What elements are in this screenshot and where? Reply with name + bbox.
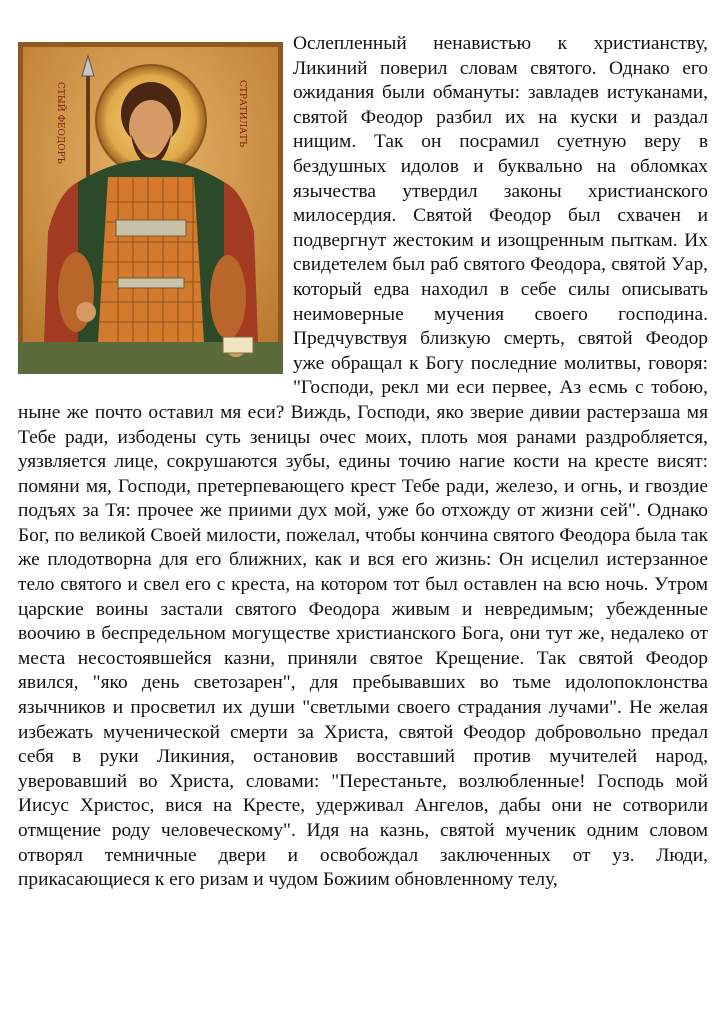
text-line: беспредельном могуществе христианского Бога, они тут же, недалеко от bbox=[101, 623, 708, 645]
text-line: куски и раздал нищим. Так он посрамил bbox=[293, 106, 708, 153]
text-line: суетную веру в бездушных идолов и bbox=[293, 131, 708, 177]
text-line: его ожидания были обмануты: завладев bbox=[293, 57, 708, 104]
text-line: святой Феодор добровольно предал себя в руки Ликиния, остановив bbox=[18, 721, 708, 768]
text-line: висят: помяни мя, Господи, претерпевающего крест Тебе ради, железо, и bbox=[18, 451, 708, 497]
text-line: истуканами, святой Феодор разбил их на bbox=[293, 82, 708, 128]
text-line: Кресте, удерживал Ангелов, дабы они не сотворили отмщение роду bbox=[18, 795, 708, 841]
document-page bbox=[18, 32, 708, 893]
text-line: уязвляется лице, сокрушаются зубы, едины точию нагие кости на кресте bbox=[18, 451, 649, 473]
text-line: прикасающиеся к его ризам и чудом Божиим обновленному телу, bbox=[18, 869, 558, 891]
text-line: свидетелем был раб святого Феодора, bbox=[293, 254, 607, 276]
text-line: "Перестаньте, возлюбленные! Господь мой Иисус Христос, вися на bbox=[18, 770, 708, 817]
icon-image bbox=[18, 42, 283, 374]
text-line: своего господина. Предчувствуя близкую bbox=[293, 303, 708, 350]
text-line: от жизни сей". Однако Бог, по великой Своей милости, пожелал, чтобы bbox=[18, 500, 708, 546]
text-line: смерть, святой Феодор уже обращал к Богу последние молитвы, говоря: bbox=[293, 328, 708, 374]
text-line: застали святого Феодора живым и невредимым; убежденные воочию в bbox=[18, 598, 708, 645]
text-line: "Господи, рекл ми еси первее, Аз есмь с тобою, ныне же почто оставил bbox=[18, 377, 708, 423]
text-line: места несостоявшейся казни, приняли святое Крещение. Так святой bbox=[18, 647, 634, 669]
text-line: Ослепленный ненавистью к христианству, bbox=[293, 33, 708, 54]
text-line: избодены суть зеницы очес моих, плоть моя ранами раздробляется, bbox=[117, 426, 709, 448]
text-line: Феодор был схвачен и подвергнут bbox=[293, 205, 708, 251]
text-line: и вся его жизнь: Он исцелил истерзанное тело святого и свел его с bbox=[18, 549, 708, 596]
text-line: восставший против мучителей народ, уверовавший во Христа, словами: bbox=[18, 746, 708, 792]
text-line: силы описывать неимоверные мучения bbox=[293, 278, 708, 325]
text-line: святой Уар, который едва находил в себе bbox=[293, 254, 708, 300]
text-line: человеческому". Идя на казнь, святой мученик одним словом отворял bbox=[18, 820, 708, 866]
text-line: темничные двери и освобождал заключенных от уз. Люди, bbox=[104, 844, 708, 866]
text-line: законы христианского милосердия. Святой bbox=[293, 180, 708, 227]
text-line: кончина святого Феодора была так же плодотворна для его ближних, как bbox=[18, 524, 708, 571]
icon-inscription-left: СТЫЙ ФЕОДОРЪ bbox=[55, 82, 65, 164]
text-line: Феодор явился, "яко день светозарен", для пребывавших во тьме bbox=[18, 647, 708, 694]
icon-inscription-right: СТРАТИЛАТЪ bbox=[237, 80, 247, 148]
text-line: страдания лучами". Не желая избежать мученической смерти за Христа, bbox=[18, 697, 708, 743]
text-line: идолопоклонства язычников и просветил их души "светлыми своего bbox=[18, 672, 708, 719]
text-line: мя еси? Виждь, Господи, яко зверие дивии растерзаша мя Тебе ради, bbox=[18, 401, 708, 448]
text-line: жестоким и изощренным пыткам. Их bbox=[392, 229, 708, 251]
saint-icon-painting bbox=[18, 42, 283, 374]
text-line: креста, на котором тот был оставлен на всю ночь. Утром царские воины bbox=[18, 574, 708, 620]
text-line: Ликиний поверил словам святого. Однако bbox=[293, 57, 670, 79]
text-line: огнь, и гвоздие подъях за Тя: прочее же приими дух мой, уже бо отхожду bbox=[18, 475, 708, 522]
text-line: буквально на обломках язычества утвердил bbox=[293, 155, 708, 202]
